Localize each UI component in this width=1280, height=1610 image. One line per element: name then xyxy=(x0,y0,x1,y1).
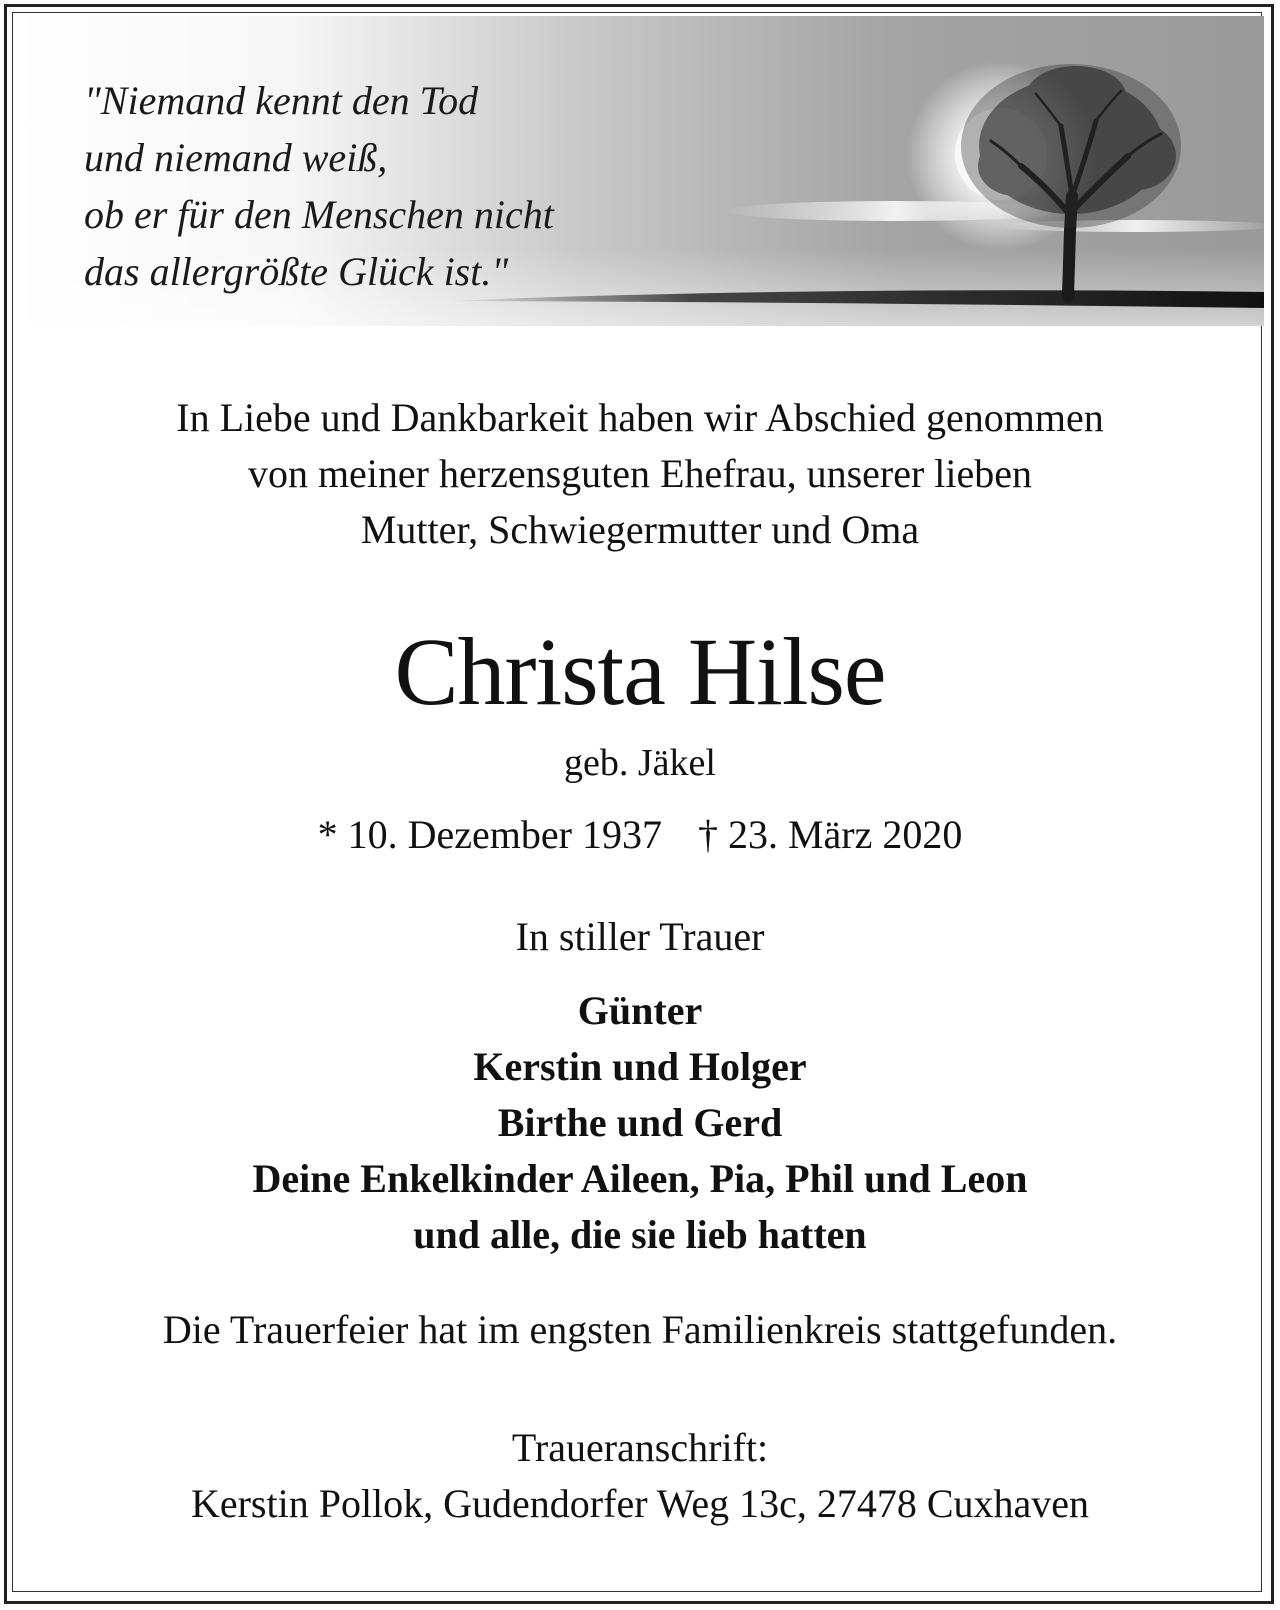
intro-line: Mutter, Schwiegermutter und Oma xyxy=(360,507,920,552)
address-label: Traueranschrift: xyxy=(511,1425,769,1470)
family-line: Günter xyxy=(577,988,703,1033)
family-line: Deine Enkelkinder Aileen, Pia, Phil und Leon xyxy=(252,1156,1028,1201)
family-line: und alle, die sie lieb hatten xyxy=(413,1212,867,1257)
deceased-name: Christa Hilse xyxy=(394,618,886,725)
quote-text xyxy=(84,72,554,300)
quote-line: das allergrößte Glück ist." xyxy=(84,249,509,294)
family-list xyxy=(16,983,1264,1263)
quote-line: "Niemand kennt den Tod xyxy=(84,78,479,123)
quote-line: ob er für den Menschen nicht xyxy=(84,192,554,237)
death-date: † 23. März 2020 xyxy=(697,812,963,857)
life-dates xyxy=(16,808,1264,862)
family-line: Kerstin und Holger xyxy=(473,1044,807,1089)
birth-date: * 10. Dezember 1937 xyxy=(317,812,662,857)
intro-line: In Liebe und Dankbarkeit haben wir Abschied genommen xyxy=(176,395,1104,440)
quote-line: und niemand weiß, xyxy=(84,135,388,180)
family-line: Birthe und Gerd xyxy=(497,1100,783,1145)
mourning-note: In stiller Trauer xyxy=(515,914,765,959)
intro-line: von meiner herzensguten Ehefrau, unserer lieben xyxy=(247,451,1033,496)
ceremony-note: Die Trauerfeier hat im engsten Familienkreis stattgefunden. xyxy=(162,1307,1118,1352)
maiden-name: geb. Jäkel xyxy=(564,742,716,784)
address-value: Kerstin Pollok, Gudendorfer Weg 13c, 27478 Cuxhaven xyxy=(190,1481,1090,1526)
intro-text xyxy=(16,390,1264,558)
